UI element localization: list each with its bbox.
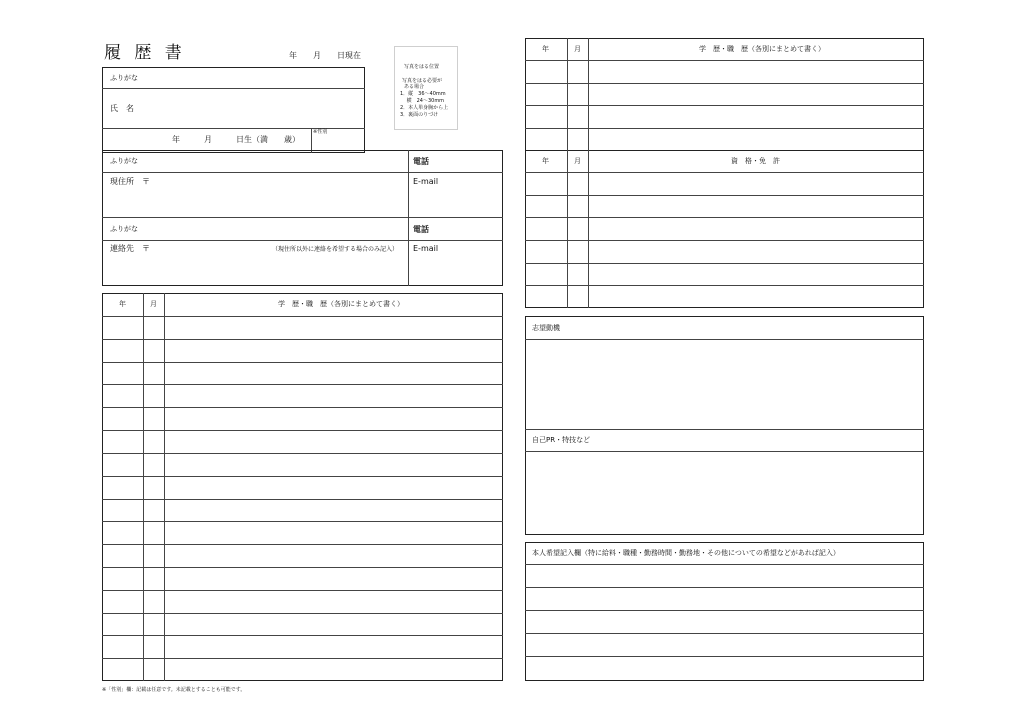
current-address-label: 現住所 〒: [110, 177, 150, 186]
history-right-month-header: 月: [574, 45, 581, 53]
table-row-line: [102, 476, 503, 477]
contact-email-label: E-mail: [413, 244, 439, 253]
history-table-right: [525, 38, 924, 151]
photo-note-1: 写真をはる位置: [404, 64, 440, 70]
contact-address-label: 連絡先 〒: [110, 244, 150, 253]
gender-label: ※性別: [313, 129, 328, 135]
self-pr-label: 自己PR・特技など: [532, 436, 591, 444]
requests-box: [525, 542, 924, 681]
photo-note-2: 写真をはる必要が: [402, 78, 443, 84]
page-title: 履 歴 書: [104, 43, 186, 63]
name-field[interactable]: [160, 92, 360, 126]
table-row-line: [525, 610, 924, 611]
table-row-line: [102, 590, 503, 591]
phone-label: 電話: [413, 157, 429, 166]
table-row-line: [102, 430, 503, 431]
table-row-line: [102, 521, 503, 522]
table-row-line: [525, 217, 924, 218]
history-left-month-header: 月: [150, 300, 157, 308]
history-right-header: 学 歴・職 歴（各別にまとめて書く）: [699, 45, 825, 53]
table-row-line: [102, 407, 503, 408]
table-row-line: [525, 83, 924, 84]
table-row-line: [525, 172, 924, 173]
table-row-line: [525, 285, 924, 286]
table-row-line: [102, 453, 503, 454]
table-row-line: [102, 658, 503, 659]
photo-note-6: 2．本人単身胸から上: [400, 105, 449, 111]
photo-note-3: ある場合: [404, 84, 425, 90]
table-row-line: [525, 633, 924, 634]
contact-phone-label: 電話: [413, 225, 429, 234]
photo-note-5: 横 24〜30mm: [400, 98, 445, 104]
table-row-line: [102, 499, 503, 500]
table-row-line: [525, 587, 924, 588]
birth-date-label: 年 月 日生（満 歳）: [172, 135, 300, 144]
table-row-line: [102, 339, 503, 340]
table-row-line: [525, 240, 924, 241]
self-pr-field[interactable]: [527, 453, 922, 533]
history-left-year-header: 年: [119, 300, 126, 308]
history-right-year-header: 年: [542, 45, 549, 53]
licenses-year-header: 年: [542, 157, 549, 165]
table-row-line: [525, 195, 924, 196]
furigana-label: ふりがな: [110, 74, 138, 82]
table-row-line: [102, 384, 503, 385]
contact-furigana-label: ふりがな: [110, 225, 138, 233]
table-row-line: [102, 316, 503, 317]
address-furigana-label: ふりがな: [110, 157, 138, 165]
table-row-line: [102, 544, 503, 545]
licenses-header: 資 格・免 許: [731, 157, 780, 165]
history-table-left: [102, 293, 503, 681]
footer-note: ※「性別」欄：記載は任意です。未記載とすることも可能です。: [102, 687, 246, 693]
photo-note-7: 3．裏面のりづけ: [400, 112, 439, 118]
history-left-header: 学 歴・職 歴（各別にまとめて書く）: [278, 300, 404, 308]
table-row-line: [525, 564, 924, 565]
table-row-line: [102, 567, 503, 568]
address-box: [102, 150, 503, 286]
licenses-month-header: 月: [574, 157, 581, 165]
name-label: 氏 名: [110, 104, 134, 113]
requests-label: 本人希望記入欄（特に給料・職種・勤務時間・勤務地・その他についての希望などがあれば記入）: [532, 549, 840, 557]
table-row-line: [525, 60, 924, 61]
table-row-line: [525, 263, 924, 264]
table-row-line: [525, 105, 924, 106]
motivation-field[interactable]: [527, 341, 922, 427]
table-row-line: [102, 613, 503, 614]
photo-note-4: 1．縦 36〜40mm: [400, 91, 446, 97]
contact-note: （現住所以外に連絡を希望する場合のみ記入）: [272, 246, 399, 253]
table-row-line: [525, 656, 924, 657]
table-row-line: [525, 128, 924, 129]
table-row-line: [102, 362, 503, 363]
motivation-label: 志望動機: [532, 324, 560, 332]
email-label: E-mail: [413, 177, 439, 186]
date-label: 年 月 日現在: [289, 51, 361, 60]
table-row-line: [102, 635, 503, 636]
